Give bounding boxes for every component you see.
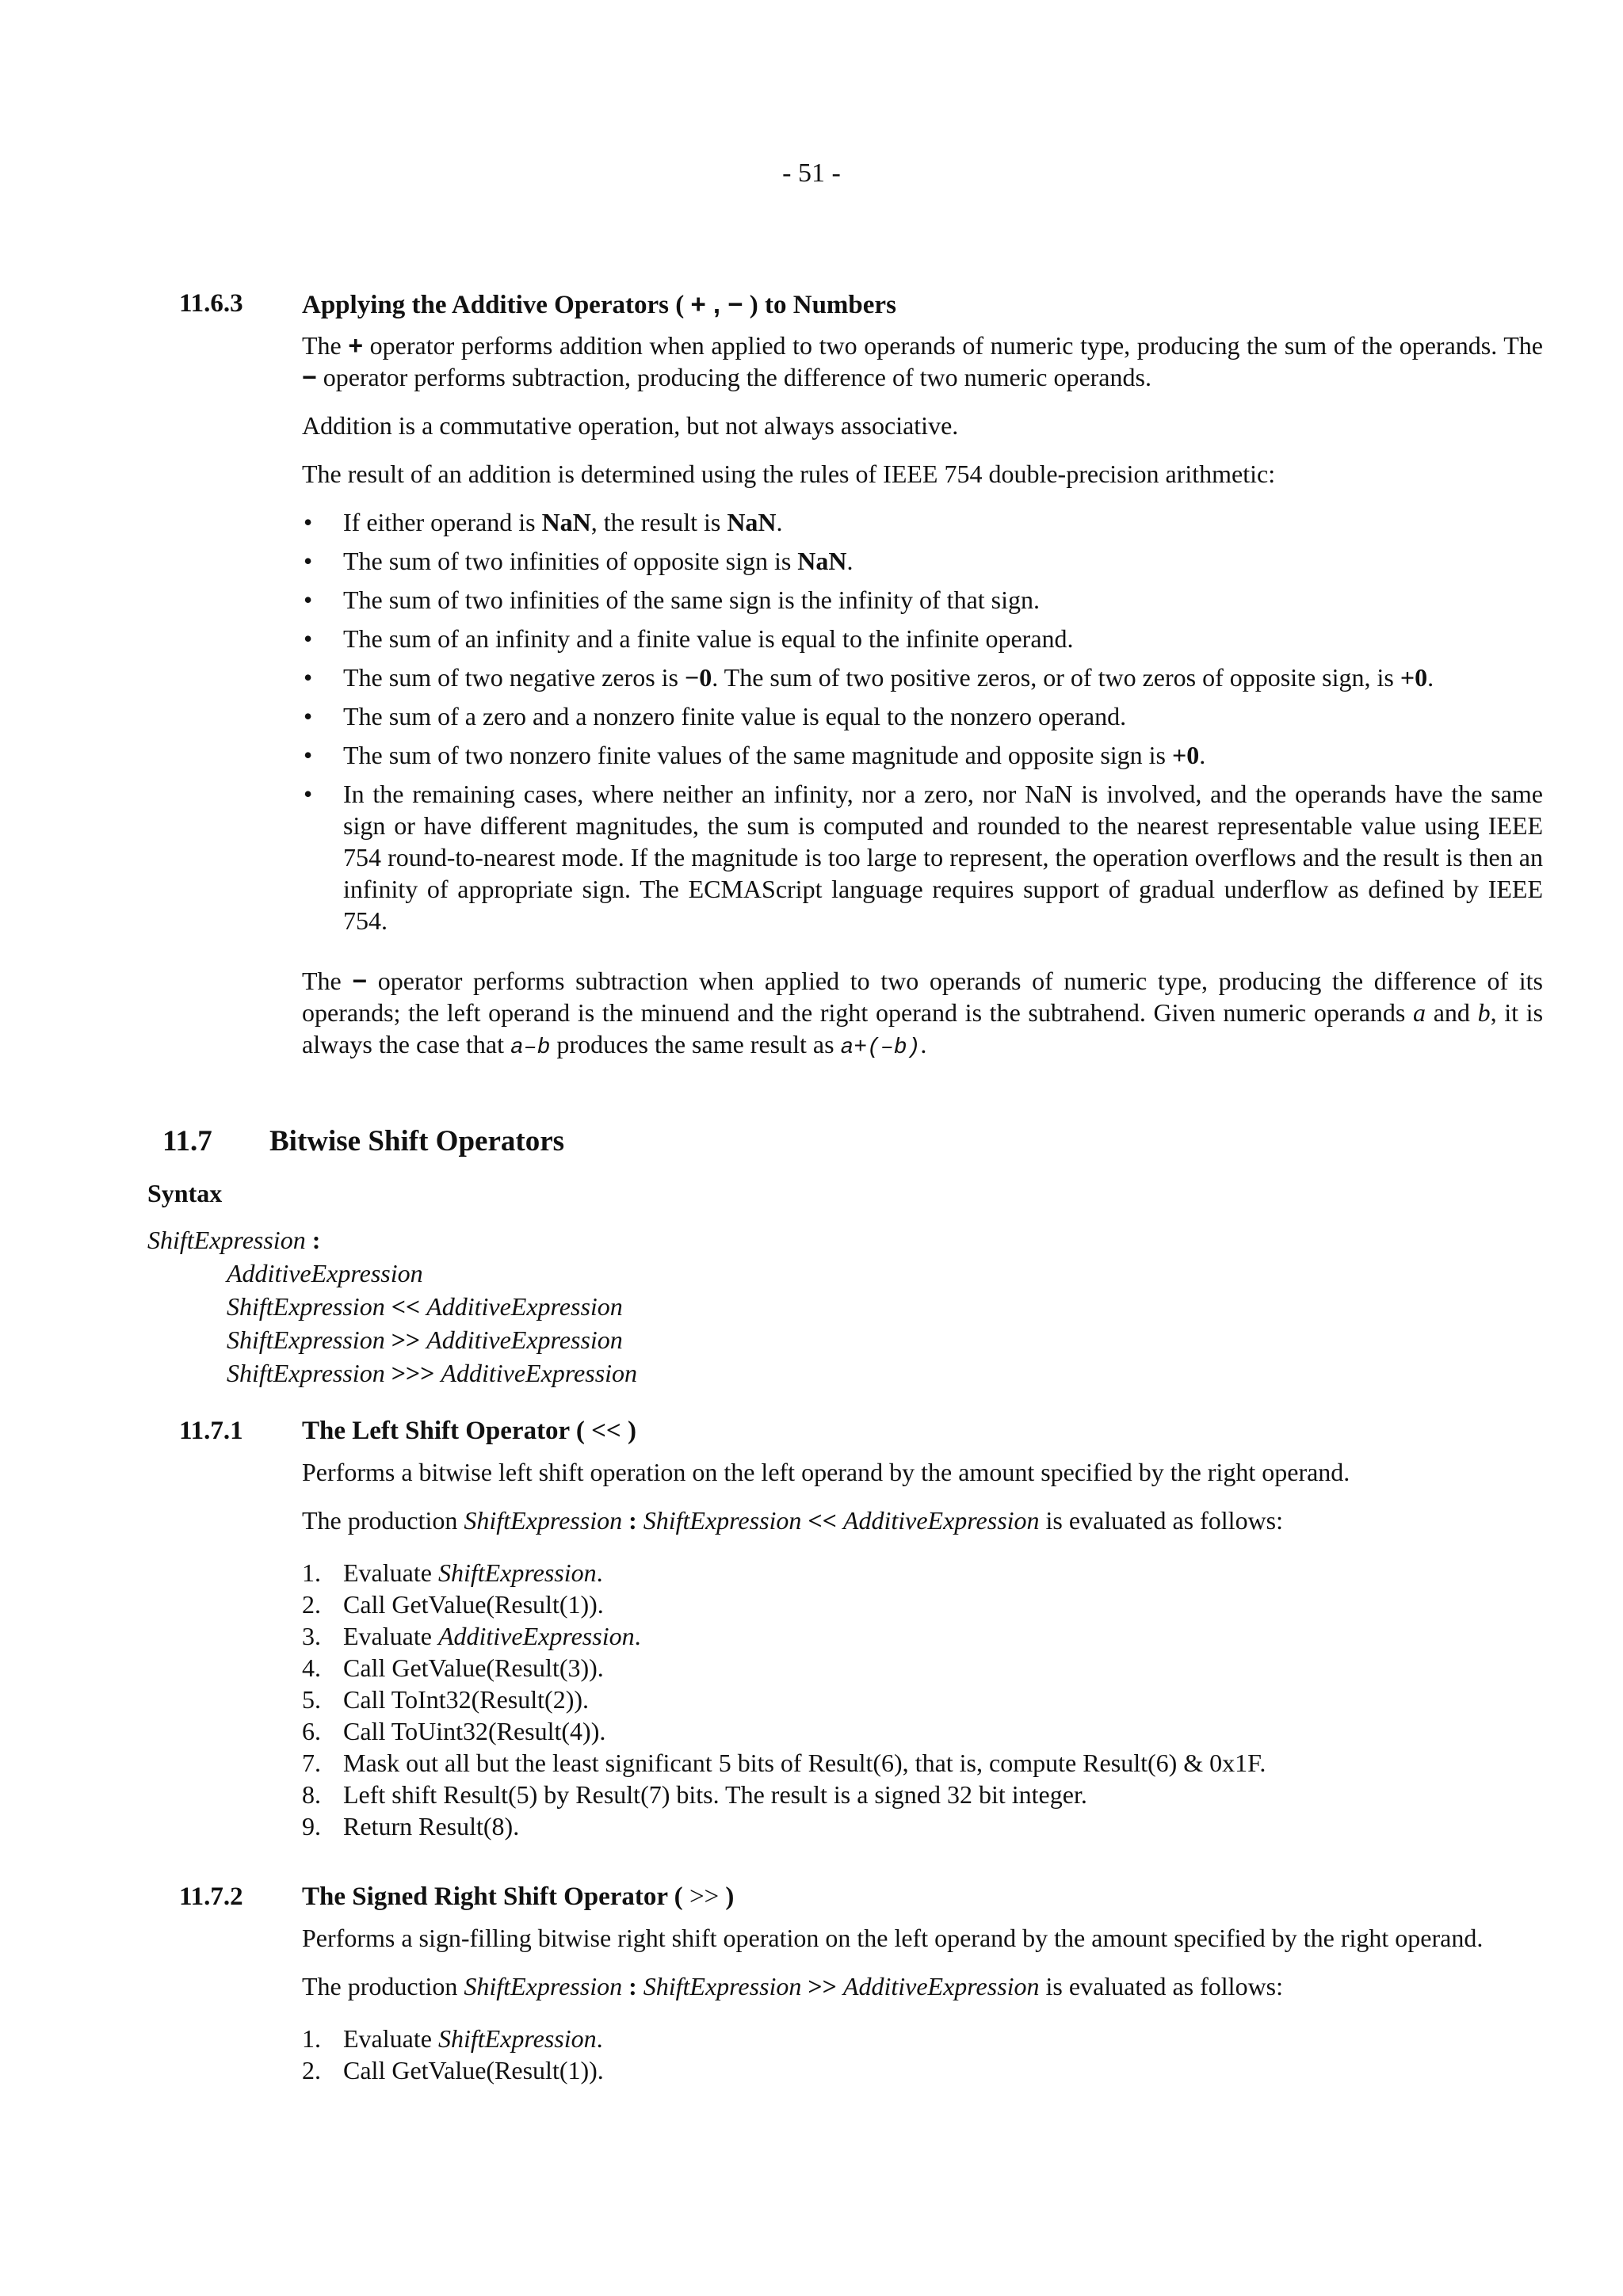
list-item: • In the remaining cases, where neither an infinity, nor a zero, nor NaN is involved, and the operands have the same sign or have different magnitudes, the sum is computed and rounded to the nearest representable value using IEEE 754 round-to-nearest mode. If the magnitude is too large to represent, the operation overflows and the result is then an infinity of appropriate sign. The ECMAScript language requires support of gradual underflow as defined by IEEE 754. [304, 780, 1543, 935]
grammar-rule: ShiftExpression << AdditiveExpression [227, 1292, 623, 1321]
list-item: • The sum of two infinities of the same sign is the infinity of that sign. [304, 585, 1040, 614]
list-item: • If either operand is NaN, the result is NaN. [304, 508, 783, 536]
bullet-icon: • [304, 547, 313, 575]
list-item: 9. Return Result(8). [302, 1812, 520, 1840]
list-item: 5. Call ToInt32(Result(2)). [302, 1685, 590, 1714]
list-item: • The sum of two nonzero finite values of the same magnitude and opposite sign is +0. [304, 741, 1206, 769]
section-number: 11.7 [162, 1125, 212, 1158]
grammar-lhs: ShiftExpression : [147, 1226, 321, 1254]
section-title: Applying the Additive Operators ( + , − ) to Numbers [302, 289, 896, 319]
bullet-icon: • [304, 508, 313, 536]
grammar-rule: ShiftExpression >>> AdditiveExpression [227, 1359, 638, 1387]
bullet-icon: • [304, 624, 313, 653]
list-item: • The sum of two infinities of opposite sign is NaN. [304, 547, 854, 575]
grammar-rule: ShiftExpression >> AdditiveExpression [227, 1325, 623, 1354]
section-number: 11.7.1 [179, 1417, 243, 1445]
section-title: Bitwise Shift Operators [269, 1125, 565, 1158]
paragraph: The − operator performs subtraction when applied to two operands of numeric type, producing the difference of its operands; the left operand is the minuend and the right operand is the subtrahend. Given numeric operands a and b, it is always the case that a–b produces the same result as a+(–b). [302, 967, 1544, 1060]
section-body-11-7-2 [302, 1922, 1543, 2086]
list-item: 2. Call GetValue(Result(1)). [302, 2056, 604, 2084]
paragraph: The + operator performs addition when applied to two operands of numeric type, producing the sum of the operands. The − operator performs subtraction, producing the difference of two numeric operands. [302, 331, 1544, 391]
list-item: 4. Call GetValue(Result(3)). [302, 1653, 604, 1682]
bullet-icon: • [304, 702, 313, 730]
paragraph: The result of an addition is determined using the rules of IEEE 754 double-precision arithmetic: [302, 460, 1276, 488]
section-title: The Left Shift Operator ( << ) [302, 1417, 636, 1445]
list-item: 7. Mask out all but the least significant 5 bits of Result(6), that is, compute Result(6) & 0x1F. [302, 1749, 1266, 1777]
bullet-icon: • [304, 663, 313, 692]
list-item: • The sum of two negative zeros is −0. The sum of two positive zeros, or of two zeros of opposite sign, is +0. [304, 663, 1434, 692]
list-item: • The sum of an infinity and a finite value is equal to the infinite operand. [304, 624, 1074, 653]
grammar-rule: AdditiveExpression [227, 1259, 423, 1287]
section-body-11-6-3 [302, 330, 1543, 1081]
paragraph: Performs a sign-filling bitwise right shift operation on the left operand by the amount specified by the right operand. [302, 1924, 1484, 1952]
section-number: 11.6.3 [179, 289, 243, 318]
list-item: 8. Left shift Result(5) by Result(7) bits. The result is a signed 32 bit integer. [302, 1780, 1087, 1809]
syntax-label: Syntax [147, 1179, 223, 1207]
section-title: The Signed Right Shift Operator ( >> ) [302, 1882, 735, 1911]
algorithm-steps [302, 2023, 1543, 2086]
bullet-list [302, 506, 1543, 936]
page-number: - 51 - [782, 158, 841, 188]
bullet-icon: • [304, 585, 313, 614]
list-item: 2. Call GetValue(Result(1)). [302, 1590, 604, 1619]
list-item: 6. Call ToUint32(Result(4)). [302, 1717, 606, 1745]
paragraph: Addition is a commutative operation, but not always associative. [302, 411, 959, 440]
bullet-icon: • [304, 780, 313, 808]
production-statement: The production ShiftExpression : ShiftExpression << AdditiveExpression is evaluated as follows: [302, 1506, 1284, 1535]
list-item: 3. Evaluate AdditiveExpression. [302, 1622, 641, 1650]
bullet-icon: • [304, 741, 313, 769]
algorithm-steps [302, 1557, 1543, 1842]
section-body-11-7-1 [302, 1456, 1543, 1842]
grammar-production [147, 1223, 637, 1390]
list-item: 1. Evaluate ShiftExpression. [302, 1558, 603, 1587]
list-item: 1. Evaluate ShiftExpression. [302, 2024, 603, 2053]
section-number: 11.7.2 [179, 1882, 243, 1911]
paragraph: Performs a bitwise left shift operation on the left operand by the amount specified by the right operand. [302, 1458, 1350, 1486]
production-statement: The production ShiftExpression : ShiftExpression >> AdditiveExpression is evaluated as follows: [302, 1972, 1284, 2000]
list-item: • The sum of a zero and a nonzero finite value is equal to the nonzero operand. [304, 702, 1127, 730]
